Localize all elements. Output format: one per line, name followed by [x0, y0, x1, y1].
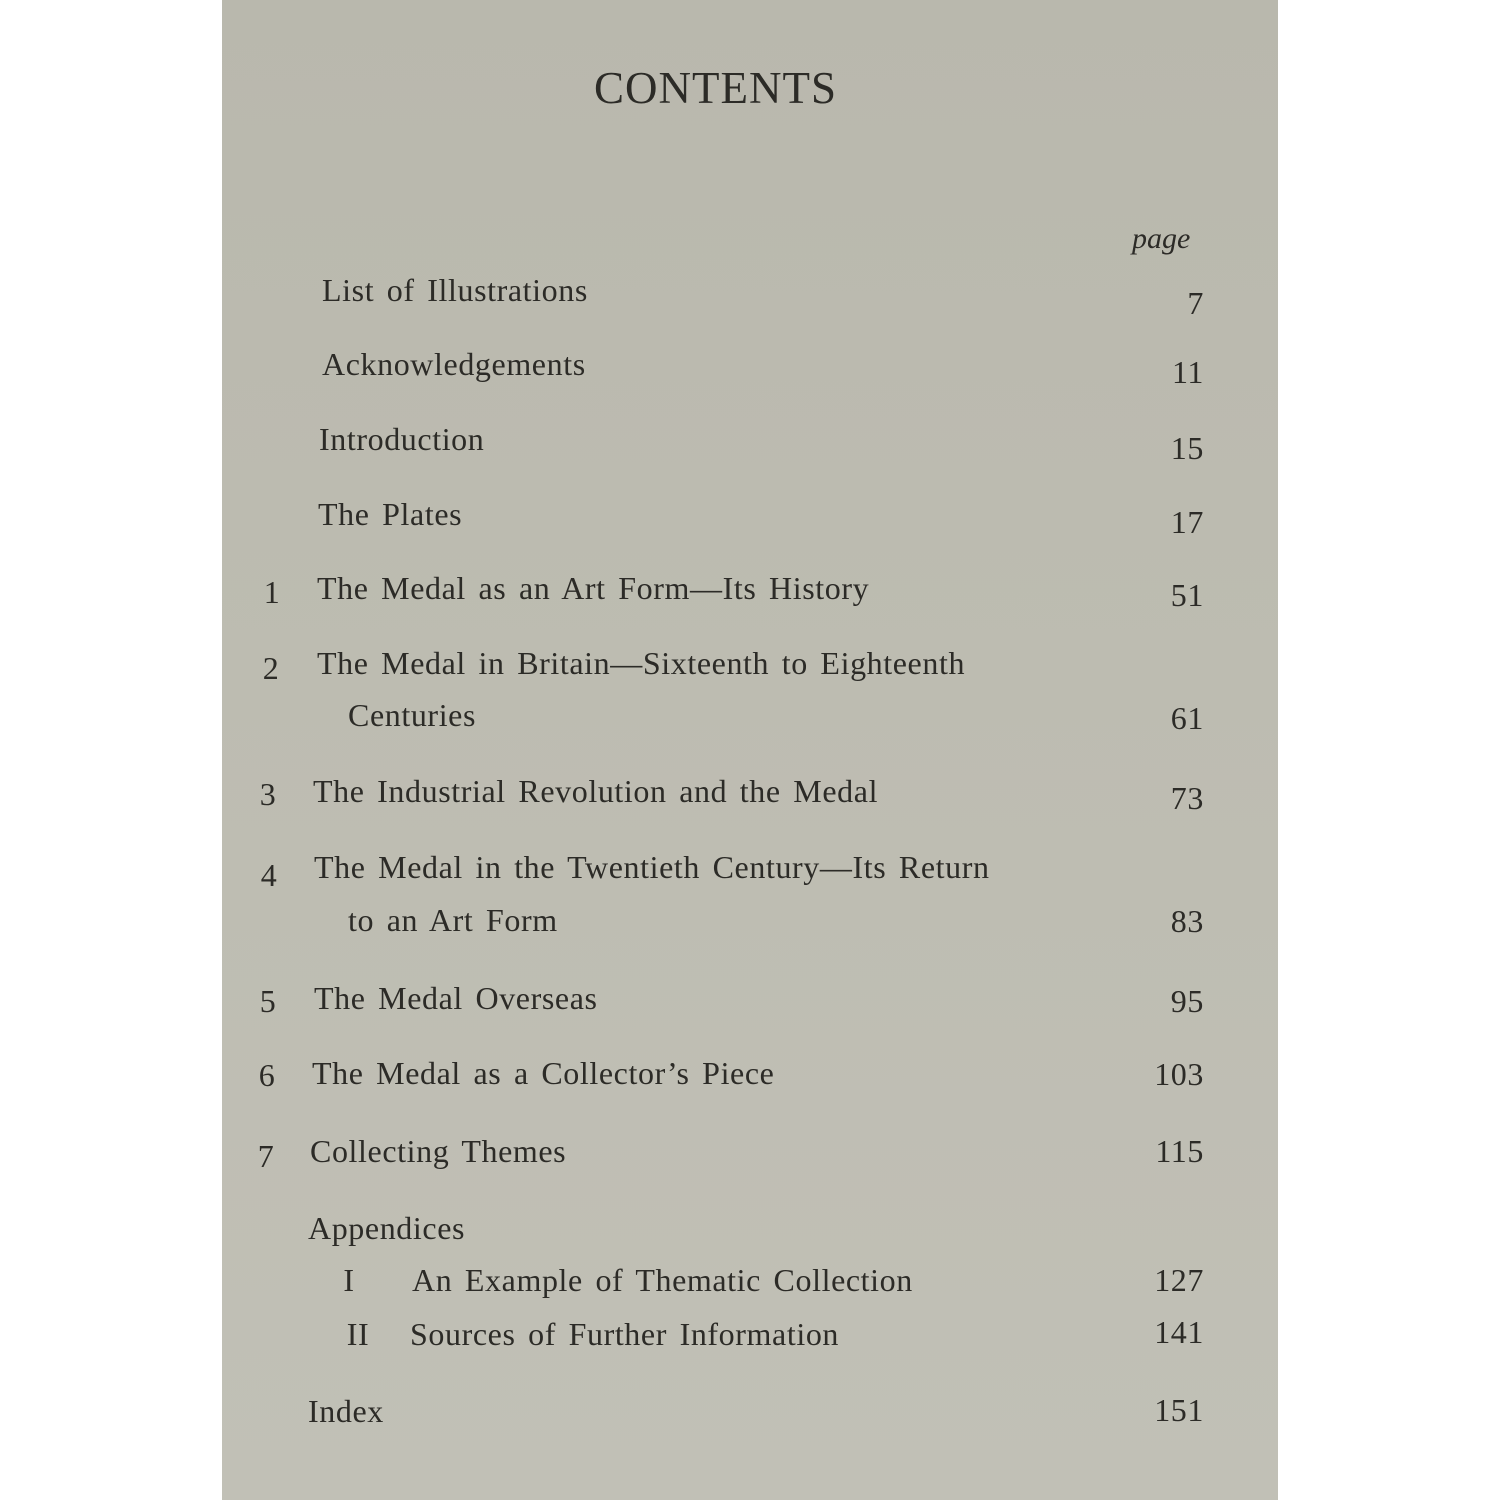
entry-page-number: 151	[1154, 1392, 1204, 1428]
entry-page-number: 115	[1155, 1133, 1204, 1169]
entry-title: Acknowledgements	[322, 346, 586, 382]
chapter-number: 5	[259, 983, 277, 1019]
entry-title: Index	[308, 1393, 384, 1429]
entry-page-number: 11	[1171, 354, 1204, 390]
appendix-number: I	[343, 1262, 355, 1298]
entry-page-number: 127	[1154, 1262, 1204, 1298]
appendix-title: An Example of Thematic Collection	[412, 1262, 913, 1298]
entry-page-number: 95	[1170, 983, 1204, 1019]
entry-title: The Plates	[318, 496, 463, 532]
chapter-title-continuation: Centuries	[348, 697, 477, 733]
entry-page-number: 103	[1154, 1056, 1204, 1092]
entry-title: List of Illustrations	[322, 272, 588, 308]
chapter-title: The Medal as a Collector’s Piece	[312, 1055, 775, 1091]
entry-page-number: 15	[1170, 430, 1204, 466]
chapter-number: 7	[257, 1138, 275, 1174]
appendices-heading: Appendices	[308, 1210, 466, 1246]
entry-page-number: 51	[1170, 577, 1204, 613]
entry-page-number: 61	[1170, 700, 1204, 736]
page-column-heading: page	[1132, 222, 1191, 255]
chapter-number: 4	[260, 857, 278, 893]
chapter-title: The Industrial Revolution and the Medal	[313, 773, 879, 809]
entry-title: Introduction	[319, 421, 485, 457]
entry-page-number: 83	[1170, 903, 1204, 939]
entry-page-number: 141	[1154, 1314, 1204, 1350]
chapter-title: The Medal Overseas	[314, 980, 598, 1016]
chapter-number: 2	[262, 650, 280, 686]
chapter-number: 3	[259, 776, 277, 812]
chapter-number: 6	[258, 1057, 276, 1093]
appendix-number: II	[346, 1316, 370, 1352]
entry-page-number: 7	[1187, 285, 1204, 321]
appendix-title: Sources of Further Information	[410, 1316, 840, 1352]
chapter-title: Collecting Themes	[310, 1133, 567, 1169]
page-title: CONTENTS	[594, 63, 837, 113]
chapter-title: The Medal in the Twentieth Century—Its Return	[314, 849, 990, 885]
book-page	[222, 0, 1278, 1500]
entry-page-number: 17	[1170, 504, 1204, 540]
chapter-title: The Medal as an Art Form—Its History	[317, 570, 870, 606]
entry-page-number: 73	[1170, 780, 1204, 816]
chapter-number: 1	[263, 574, 281, 610]
chapter-title-continuation: to an Art Form	[348, 902, 558, 938]
chapter-title: The Medal in Britain—Sixteenth to Eighteenth	[317, 645, 966, 681]
